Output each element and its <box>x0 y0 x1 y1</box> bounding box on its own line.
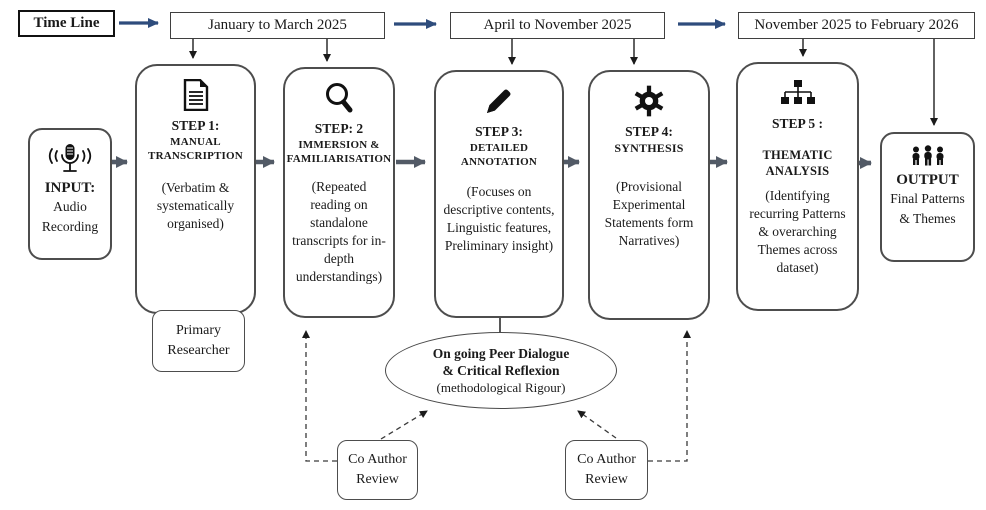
co-author-review-left-label: Co Author Review <box>348 451 407 487</box>
microphone-icon <box>47 140 93 178</box>
input-title: INPUT: <box>44 180 96 196</box>
step-3-node <box>434 70 564 318</box>
pencil-icon <box>483 82 515 120</box>
output-title: OUTPUT <box>896 172 959 188</box>
output-node <box>880 132 975 262</box>
primary-researcher-node <box>152 310 245 372</box>
step-3-name: DETAILED ANNOTATION <box>460 141 538 169</box>
step-2-node <box>283 67 395 318</box>
output-subtitle: Final Patterns & Themes <box>890 191 965 226</box>
peer-dialogue-ellipse <box>385 332 617 409</box>
step-4-name: SYNTHESIS <box>614 140 684 155</box>
step-1-node <box>135 64 256 314</box>
timeline-period-2 <box>450 12 665 39</box>
step-5-title: STEP 5 : <box>771 116 823 131</box>
step-1-name: MANUAL TRANSCRIPTION <box>148 135 243 163</box>
timeline-title: Time Line <box>33 15 100 31</box>
input-node <box>28 128 112 260</box>
step-5-node <box>736 62 859 311</box>
step-1-detail: (Verbatim & systematically organised) <box>156 180 235 232</box>
input-subtitle: Audio Recording <box>41 199 99 234</box>
step-2-name: IMMERSION & FAMILIARISATION <box>286 138 392 166</box>
step-3-title: STEP 3: <box>475 124 523 139</box>
step-3-detail: (Focuses on descriptive contents, Linguistic features, Preliminary insight) <box>443 184 555 253</box>
step-5-detail: (Identifying recurring Patterns & overarching Themes across dataset) <box>749 188 846 275</box>
people-icon <box>910 142 946 170</box>
timeline-period-2-label: April to November 2025 <box>483 17 632 33</box>
timeline-period-1-label: January to March 2025 <box>208 17 347 33</box>
gear-icon <box>633 82 665 120</box>
timeline-period-1 <box>170 12 385 39</box>
timeline-period-3-label: November 2025 to February 2026 <box>754 17 959 33</box>
step-5-name: THEMATIC ANALYSIS <box>762 147 833 179</box>
peer-dialogue-line2: & Critical Reflexion <box>442 363 560 379</box>
primary-researcher-label: Primary Researcher <box>167 322 230 358</box>
step-4-node <box>588 70 710 320</box>
document-icon <box>182 76 210 114</box>
co-author-review-right-label: Co Author Review <box>577 451 636 487</box>
timeline-period-3 <box>738 12 975 39</box>
step-2-title: STEP: 2 <box>314 121 364 136</box>
peer-dialogue-line3: (methodological Rigour) <box>436 379 566 395</box>
step-4-detail: (Provisional Experimental Statements form Narratives) <box>604 179 694 248</box>
hierarchy-icon <box>779 74 817 112</box>
peer-dialogue-line1: On going Peer Dialogue <box>432 345 570 361</box>
timeline-title-box <box>18 10 115 37</box>
co-author-review-right-node <box>565 440 648 500</box>
step-1-title: STEP 1: <box>171 118 220 133</box>
magnifier-icon <box>322 79 356 117</box>
step-4-title: STEP 4: <box>625 124 673 139</box>
co-author-review-left-node <box>337 440 418 500</box>
step-2-detail: (Repeated reading on standalone transcripts for in-depth understandings) <box>292 179 386 284</box>
